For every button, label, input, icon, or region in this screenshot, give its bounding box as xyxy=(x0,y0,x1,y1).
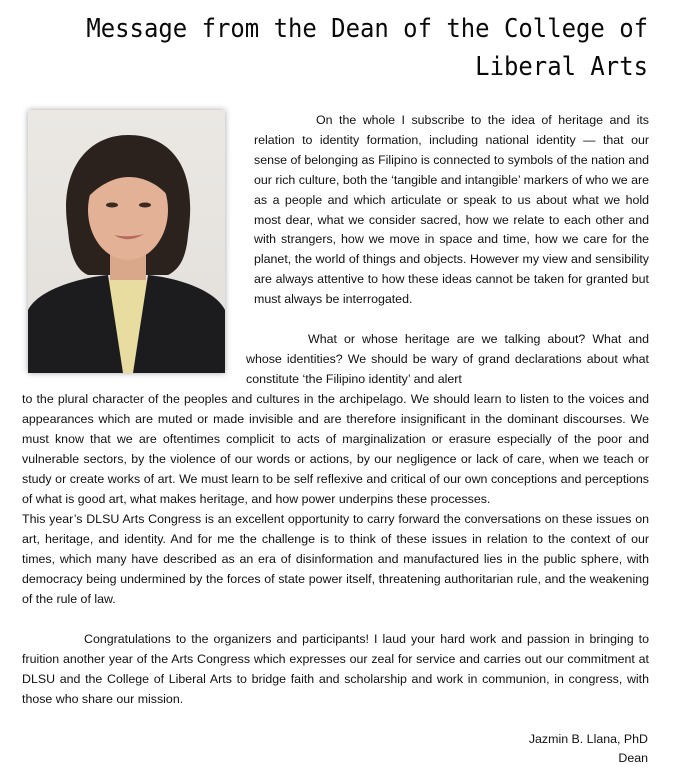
signatory-name: Jazmin B. Llana, PhD xyxy=(528,732,648,746)
paragraph-4 xyxy=(22,630,649,710)
dean-portrait-photo xyxy=(28,110,225,373)
page-title xyxy=(78,10,648,86)
paragraph-4-text: Congratulations to the organizers and participants! I laud your hard work and passion in bringing to fruition another year of the Arts Congress which expresses our zeal for service and carries out our commitment at DLSU and the College of Liberal Arts to bridge faith and scholarship and work in communion, in congress, with those who share our mission. xyxy=(22,632,649,706)
signature-block xyxy=(529,730,648,768)
paragraph-2-tail: to the plural character of the peoples and cultures in the archipelago. We should learn to listen to the voices and appearances which are muted or made invisible and are therefore insignificant in the dominant discourses. We must know that we are oftentimes complicit to acts of marginalization or erasure especially of the poor and vulnerable sectors, by the violence of our words or actions, by our negligence or lack of care, when we teach or study or create works of art. We must learn to be self reflexive and critical of our own conceptions and perceptions of what is good art, what makes heritage, and how power underpins these processes. xyxy=(22,392,649,506)
paragraph-1-text: On the whole I subscribe to the idea of heritage and its relation to identity formation, including national identity — that our sense of belonging as Filipino is connected to symbols of the nation and our rich culture, both the ‘tangible and intangible’ markers of who we are as a people and which articulate or speak to us about what we hold most dear, what we consider sacred, how we relate to each other and with strangers, how we move in space and time, how we care for the planet, the world of things and objects. However my view and sensibility are always attentive to how these ideas cannot be taken for granted but must always be interrogated. xyxy=(254,113,649,307)
title-line-2: Liberal Arts xyxy=(475,52,648,82)
signatory-position: Dean xyxy=(618,751,648,765)
portrait-illustration xyxy=(28,110,225,373)
paragraph-2-head-text: What or whose heritage are we talking about? What and whose identities? We should be wary of grand declarations about what constitute ‘the Filipino identity’ and alert xyxy=(246,332,649,386)
title-line-1: Message from the Dean of the College of xyxy=(86,14,648,44)
paragraph-3: This year’s DLSU Arts Congress is an excellent opportunity to carry forward the conversations on these issues on art, heritage, and identity. And for me the challenge is to think of these issues in relation to the context of our times, which many have described as an era of disinformation and manufactured lies in the public sphere, with democracy being undermined by the forces of state power itself, threatening authoritarian rule, and the weakening of the rule of law. xyxy=(22,512,649,606)
paragraph-2-head xyxy=(246,330,649,390)
paragraph-1 xyxy=(254,111,649,310)
